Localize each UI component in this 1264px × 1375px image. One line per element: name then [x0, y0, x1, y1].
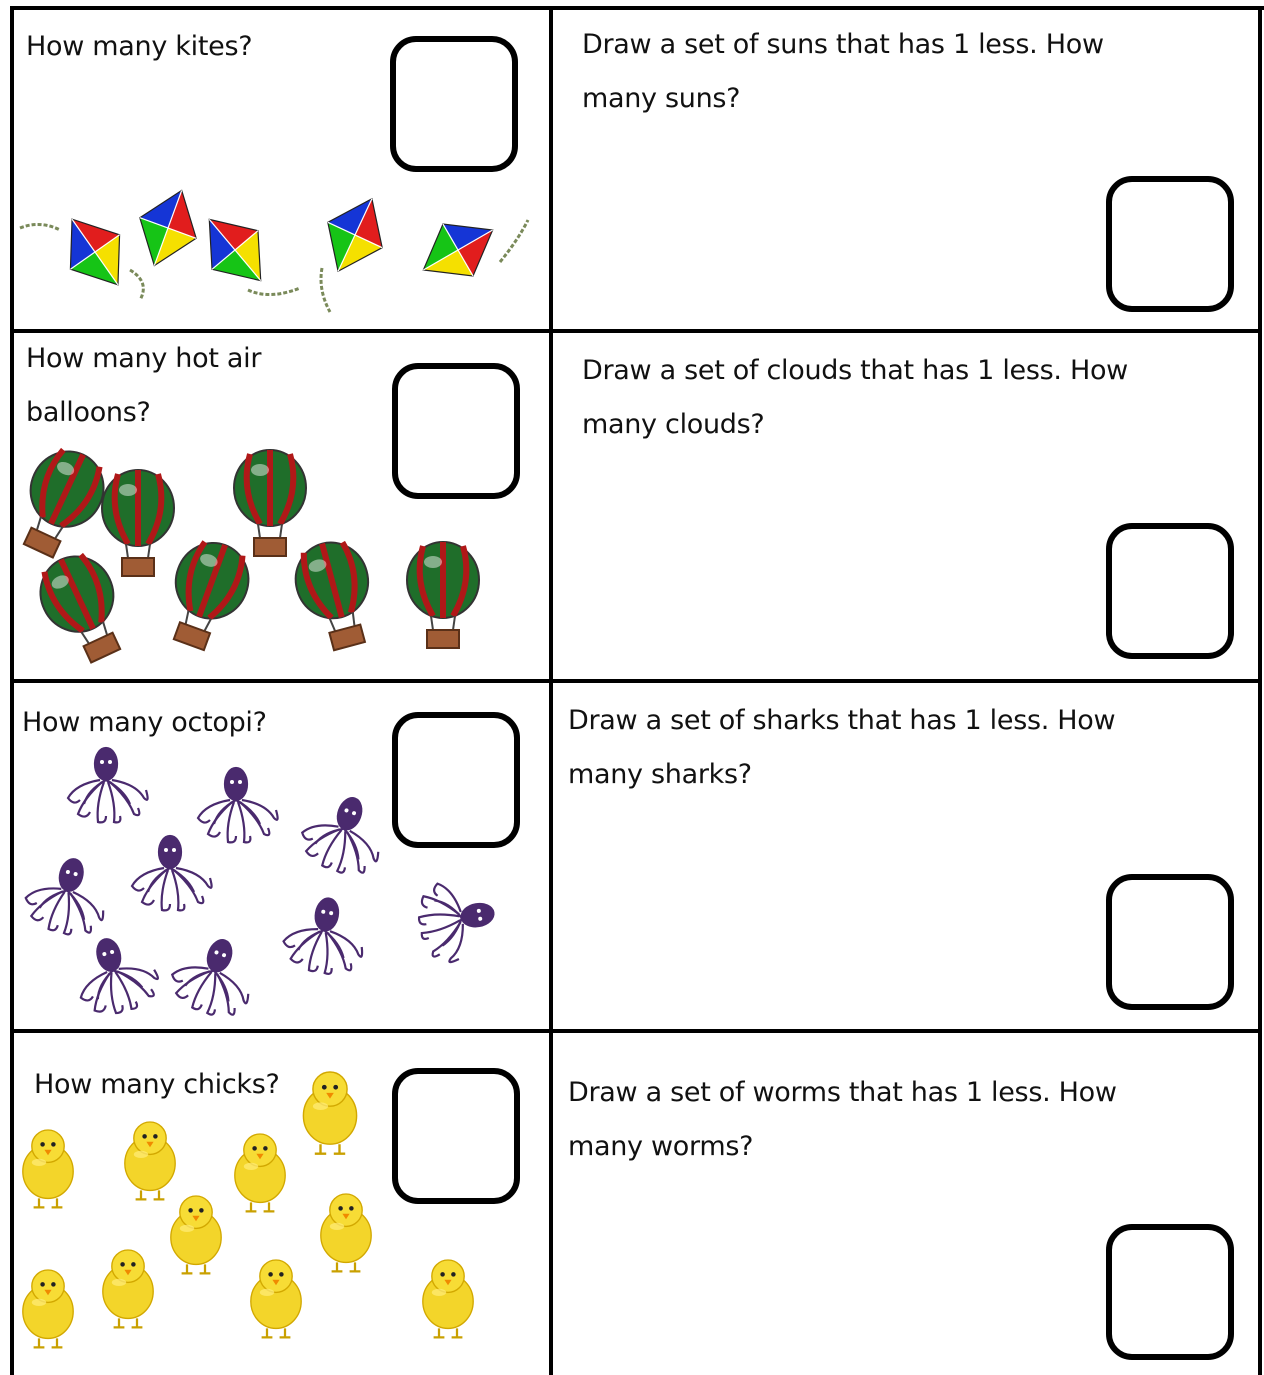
octopus-icon — [19, 850, 115, 942]
hot-air-balloon-icon — [407, 542, 479, 648]
hot-air-balloon-icon — [234, 450, 306, 556]
octopus-icon — [68, 929, 164, 1021]
chick-icon — [23, 1130, 73, 1207]
chick-icon — [321, 1194, 371, 1271]
hot-air-balloon-icon — [102, 470, 174, 576]
chick-icon — [251, 1260, 301, 1337]
kite-icon — [186, 200, 300, 300]
hot-air-balloon-icon — [155, 533, 259, 657]
octopus-icon — [198, 768, 278, 842]
hot-air-balloon-icon — [287, 534, 384, 655]
kite-icon — [408, 204, 528, 296]
chick-icon — [171, 1196, 221, 1273]
octopus-icon — [413, 875, 500, 966]
suns-prompt: Draw a set of suns that has 1 less. How many suns? — [582, 29, 1104, 114]
chick-icon — [125, 1122, 175, 1199]
octopi-question: How many octopi? — [22, 707, 267, 738]
hot-air-balloon-icon — [6, 439, 116, 565]
kite-icon — [126, 180, 210, 300]
chick-icon — [103, 1250, 153, 1327]
chick-icon — [23, 1270, 73, 1347]
chick-icon — [423, 1260, 473, 1337]
clouds-prompt: Draw a set of clouds that has 1 less. How many clouds? — [582, 355, 1128, 440]
chicks-question: How many chicks? — [34, 1069, 280, 1100]
balloons-question: How many hot air balloons? — [26, 343, 262, 428]
octopus-icon — [279, 892, 370, 979]
octopus-icon — [68, 748, 148, 822]
kites-question: How many kites? — [26, 31, 253, 62]
chick-icon — [235, 1134, 285, 1211]
worms-prompt: Draw a set of worms that has 1 less. How many worms? — [568, 1077, 1117, 1162]
sharks-prompt: Draw a set of sharks that has 1 less. How many sharks? — [568, 705, 1116, 790]
chick-icon — [303, 1072, 356, 1154]
octopus-icon — [132, 836, 212, 910]
octopus-icon — [164, 928, 264, 1025]
kite-icon — [311, 186, 399, 312]
octopus-icon — [294, 786, 394, 883]
kite-icon — [20, 202, 143, 302]
